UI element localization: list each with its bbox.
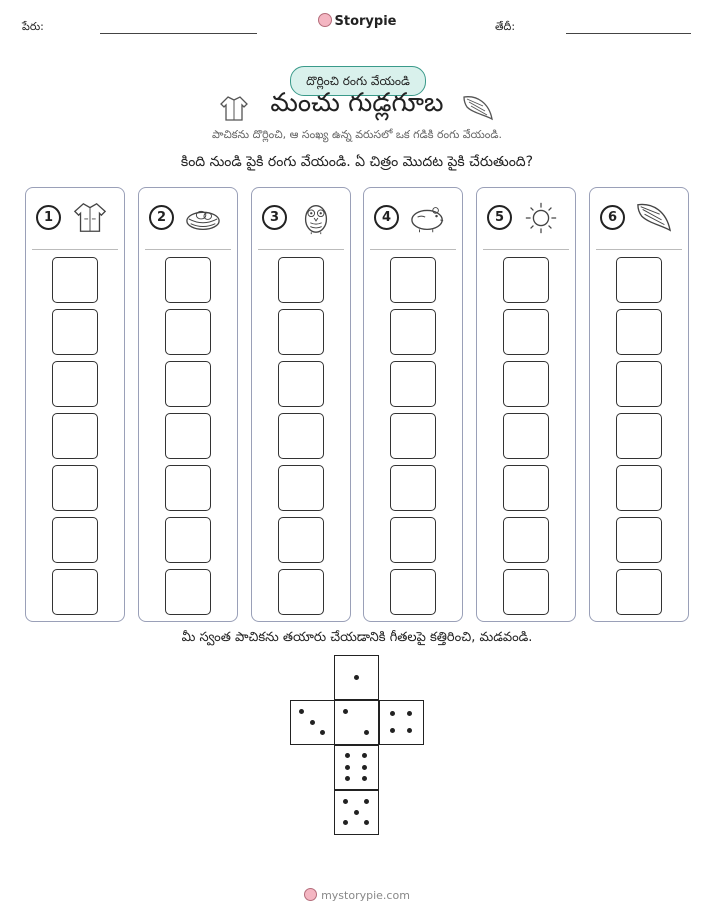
instruction: కింది నుండి పైకి రంగు వేయండి. ఏ చిత్రం మొదట పైకి చేరుతుంది? [180,154,534,170]
jacket-icon [69,200,111,236]
color-box[interactable] [165,257,211,303]
column-divider [258,249,344,250]
color-box[interactable] [616,257,662,303]
brand-name: Storypie [334,14,397,29]
brand-logo [0,13,714,29]
color-box[interactable] [278,413,324,459]
column-number: 2 [149,205,174,230]
color-box[interactable] [616,569,662,615]
column-divider [483,249,569,250]
page-title: మంచు గుడ్లగూబ [270,88,444,118]
die-face-6 [334,745,379,790]
die-pip [310,720,315,725]
die-pip [390,711,395,716]
wing-icon [461,93,495,123]
die-pip [299,709,304,714]
pig-logo-icon [304,888,317,901]
die-pip [390,728,395,733]
column-6 [589,187,689,622]
color-box[interactable] [278,309,324,355]
color-box[interactable] [616,413,662,459]
name-line [100,33,257,34]
color-box[interactable] [390,465,436,511]
die-pip [407,728,412,733]
color-box[interactable] [52,517,98,563]
pig-logo-icon [318,13,332,27]
die-face-1 [334,655,379,700]
color-box[interactable] [278,569,324,615]
color-box[interactable] [165,361,211,407]
die-pip [345,776,350,781]
color-box[interactable] [390,517,436,563]
color-box[interactable] [390,569,436,615]
column-number: 3 [262,205,287,230]
die-pip [364,820,369,825]
column-number: 5 [487,205,512,230]
die-pip [364,730,369,735]
hamster-icon [407,200,449,236]
die-pip [354,675,359,680]
column-divider [145,249,231,250]
color-box[interactable] [165,569,211,615]
date-line [566,33,691,34]
color-box[interactable] [616,465,662,511]
die-pip [354,810,359,815]
date-label: తేదీ: [495,20,516,33]
column-3 [251,187,351,622]
color-box[interactable] [278,517,324,563]
color-box[interactable] [503,257,549,303]
color-box[interactable] [503,569,549,615]
die-pip [362,765,367,770]
die-pip [407,711,412,716]
column-number: 4 [374,205,399,230]
die-pip [364,799,369,804]
die-pip [345,765,350,770]
color-box[interactable] [278,257,324,303]
color-box[interactable] [165,309,211,355]
column-divider [32,249,118,250]
color-box[interactable] [165,465,211,511]
column-number: 1 [36,205,61,230]
nest-icon [182,200,224,236]
color-box[interactable] [52,413,98,459]
die-pip [345,753,350,758]
die-pip [320,730,325,735]
column-4 [363,187,463,622]
color-box[interactable] [503,309,549,355]
die-pip [362,776,367,781]
color-box[interactable] [390,257,436,303]
wing-icon [633,200,675,236]
subtitle: పాచికను దొర్లించి, ఆ సంఖ్య ఉన్న వరుసలో ఒక గడికి రంగు వేయండి. [212,128,502,141]
color-box[interactable] [616,361,662,407]
color-box[interactable] [278,465,324,511]
color-box[interactable] [390,309,436,355]
color-box[interactable] [52,361,98,407]
column-divider [370,249,456,250]
column-5 [476,187,576,622]
color-box[interactable] [616,517,662,563]
die-pip [362,753,367,758]
color-box[interactable] [503,517,549,563]
column-divider [596,249,682,250]
color-box[interactable] [390,413,436,459]
sun-icon [520,200,562,236]
column-2 [138,187,238,622]
color-box[interactable] [503,465,549,511]
die-face-5 [334,790,379,835]
owl-icon [295,200,337,236]
activity-badge: దొర్లించి రంగు వేయండి [290,66,426,96]
name-label: పేరు: [22,20,44,33]
cut-instruction: మీ స్వంత పాచికను తయారు చేయడానికి గీతలపై కత్తిరించి, మడవండి. [181,630,533,645]
die-face-3 [290,700,335,745]
die-pip [343,820,348,825]
color-box[interactable] [52,309,98,355]
column-number: 6 [600,205,625,230]
color-box[interactable] [165,413,211,459]
column-1 [25,187,125,622]
color-box[interactable] [165,517,211,563]
die-pip [343,709,348,714]
color-box[interactable] [278,361,324,407]
color-box[interactable] [52,569,98,615]
die-face-4 [379,700,424,745]
color-box[interactable] [52,465,98,511]
color-box[interactable] [616,309,662,355]
color-box[interactable] [52,257,98,303]
color-box[interactable] [390,361,436,407]
color-box[interactable] [503,413,549,459]
footer [0,888,714,902]
die-pip [343,799,348,804]
die-face-2 [334,700,379,745]
footer-url: mystorypie.com [321,889,410,902]
color-box[interactable] [503,361,549,407]
